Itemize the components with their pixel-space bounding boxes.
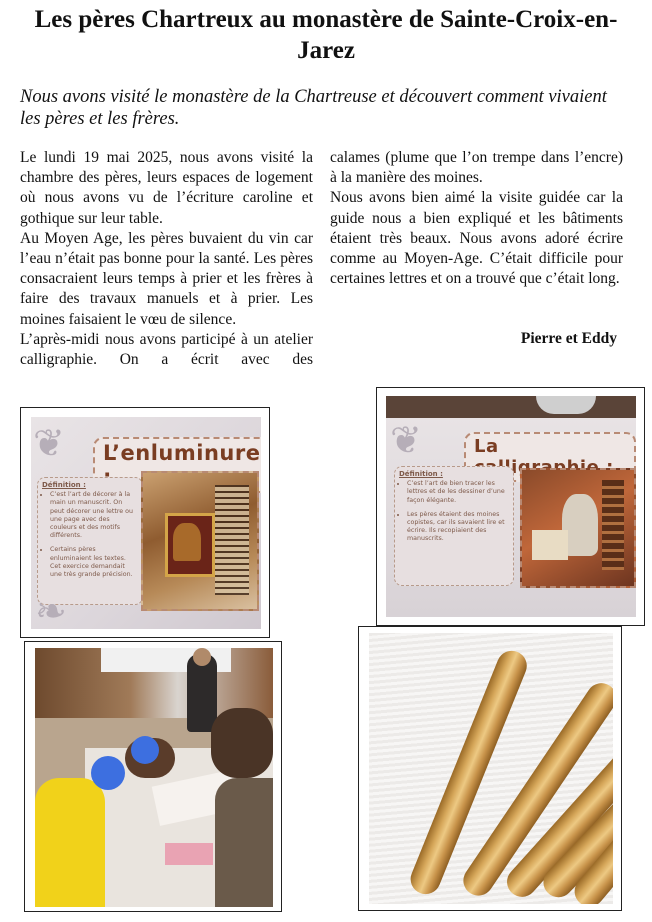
definition-bullet: • Les pères étaient des moines copistes, car ils savaient lire et écrire. Ils recopiaient des manuscrits. [407, 511, 509, 544]
bamboo-pen [406, 646, 531, 898]
signature: Pierre et Eddy [520, 330, 617, 347]
swirl-ornament: ❧ [35, 591, 67, 629]
face-cover-smiley [131, 736, 159, 764]
definition-bullet: • C’est l’art de décorer à la main un manuscrit. On peut décorer une lettre ou une page avec des couleurs et des motifs différents. [50, 491, 138, 540]
photo-enluminure-slide [20, 407, 270, 638]
definition-bullet: • Certains pères enluminaient les textes. Cet exercice demandait une très grande précision. [50, 546, 138, 579]
swirl-ornament: ❦ [33, 423, 65, 465]
monk-scribe-image [520, 468, 636, 588]
photo-calligraphy-workshop [24, 641, 282, 912]
paragraph: Au Moyen Age, les pères buvaient du vin car l’eau n’était pas bonne pour la santé. Les pères consacraient leurs temps à prier et les frères à faire des travaux manuels et à prier. Les moines faisaient le vœu de silence. [20, 229, 313, 328]
article-intro: Nous avons visité le monastère de la Chartreuse et découvert comment vivaient les pères et les frères. [20, 87, 607, 129]
paragraph: Le lundi 19 mai 2025, nous avons visité la chambre des pères, leurs espaces de logement où nous avons vu de l’écriture caroline et gothique sur leur table. [20, 149, 313, 227]
swirl-ornament: ❦ [390, 420, 422, 462]
paragraph: Nous avons bien aimé la visite guidée car la guide nous a bien expliqué et les bâtiments étaient très beaux. Nous avons adoré écrire comme au Moyen-Age. C’était difficile pour certaines lettres et on a trouvé que c’était long. [330, 189, 623, 288]
definition-label: Définition : [399, 470, 443, 478]
definition-bullet: • C’est l’art de bien tracer les lettres et de les dessiner d’une façon élégante. [407, 480, 509, 505]
slide-background [386, 396, 636, 617]
definition-label: Définition : [42, 481, 86, 489]
face-cover-smiley [91, 756, 125, 790]
text-column-left [20, 148, 313, 370]
paragraph: calames (plume que l’on trempe dans l’encre) à la manière des moines. [330, 149, 623, 187]
slide-title: L’enluminure [93, 437, 261, 493]
slide-title: La [464, 432, 636, 482]
photo-bamboo-calames [358, 626, 622, 911]
photo-calligraphie-slide [376, 387, 645, 626]
paragraph: L’après-midi nous avons participé à un atelier calligraphie. On a écrit avec des [20, 330, 313, 369]
slide-background [31, 417, 261, 629]
definition-box [37, 477, 143, 605]
text-column-right [330, 148, 623, 289]
definition-box [394, 466, 514, 586]
illuminated-manuscript-image [141, 471, 259, 611]
article-title: Les pères Chartreux au monastère de Sainte-Croix-en-Jarez [34, 6, 618, 64]
